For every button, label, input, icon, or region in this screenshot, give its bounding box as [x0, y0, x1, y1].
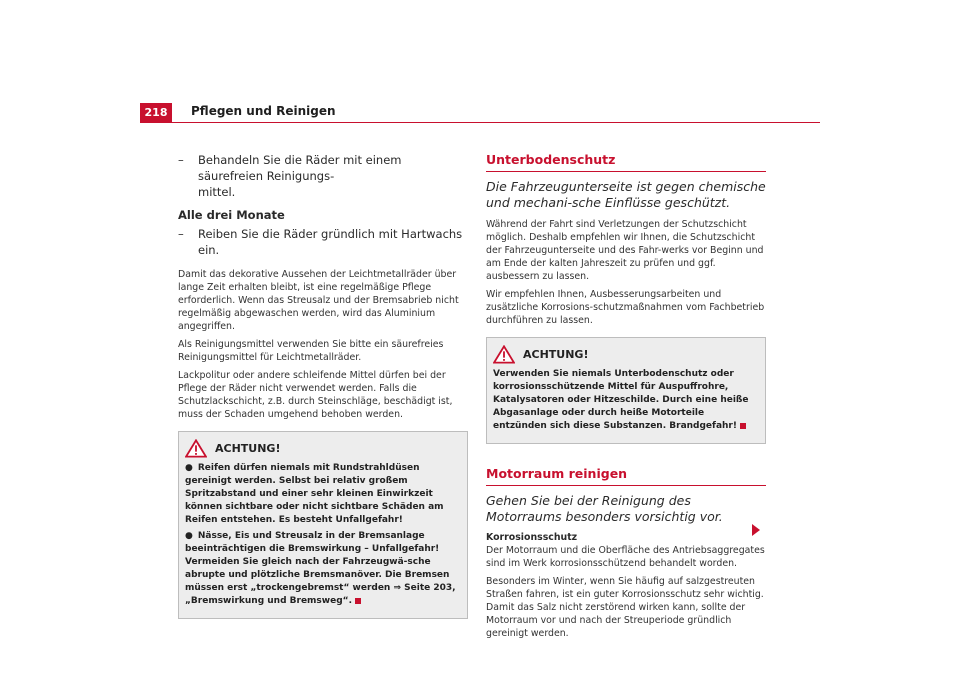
- dash-marker: –: [178, 227, 184, 241]
- warning-text-content: Verwenden Sie niemals Unterbodenschutz oder korrosionsschützende Mittel für Auspuffrohre, Katalysatoren oder Hitzeschilde. Durch eine heiße Abgasanlage oder durch heiße Motorteile entzünden sich diese Substanzen. Brandgefahr!: [493, 369, 749, 431]
- next-page-arrow-icon[interactable]: [752, 524, 760, 536]
- warning-text: [493, 368, 759, 433]
- section-intro: Die Fahrzeugunterseite ist gegen chemische und mechani-sche Einflüsse geschützt.: [486, 179, 766, 210]
- paragraph: Während der Fahrt sind Verletzungen der Schutzschicht möglich. Deshalb empfehlen wir Ihnen, die Schutzschicht der Fahrzeugunterseite und des Fahr-werks vor Beginn und am Ende der kalten Jahreszeit zu prüfen und ggf. ausbessern zu lassen.: [486, 219, 764, 282]
- bullet-dot: ●: [185, 463, 193, 473]
- subheading-corrosion: Korrosionsschutz: [486, 532, 578, 543]
- warning-body: [179, 462, 467, 618]
- bullet-item: [178, 152, 468, 200]
- warning-box: [178, 431, 468, 619]
- page-number: 218: [140, 103, 172, 122]
- section-intro: Gehen Sie bei der Reinigung des Motorraums besonders vorsichtig vor.: [486, 493, 723, 524]
- warning-item-text: Nässe, Eis und Streusalz in der Bremsanlage beeinträchtigen die Bremswirkung – Unfallgefahr! Vermeiden Sie gleich nach der Fahrzeugwä-sche abrupte und plötzliche Bremsmanöver. Die Bremsen müssen erst „trockengebremst“ werden ⇒ Seite 203, „Bremswirkung und Bremsweg“.: [185, 531, 456, 606]
- warning-item: [185, 462, 461, 527]
- end-mark-icon: [355, 598, 361, 604]
- warning-triangle-icon: [493, 345, 515, 364]
- warning-title: ACHTUNG!: [523, 348, 589, 361]
- warning-triangle-icon: [185, 439, 207, 458]
- header-rule: [140, 122, 820, 123]
- warning-item-text: Reifen dürfen niemals mit Rundstrahldüsen gereinigt werden. Selbst bei relativ großem Spritzabstand und einer sehr kleinen Einwirkzeit können sichtbare oder nicht sichtbare Schäden am Reifen entstehen. Es besteht Unfallgefahr!: [185, 463, 444, 525]
- warning-body: [487, 368, 765, 443]
- paragraph: Lackpolitur oder andere schleifende Mittel dürfen bei der Pflege der Räder nicht verwendet werden. Falls die Schutzlackschicht, z.B. durch Steinschläge, beschädigt ist, muss der Schaden umgehend behoben werden.: [178, 370, 453, 420]
- paragraph: Wir empfehlen Ihnen, Ausbesserungsarbeiten und zusätzliche Korrosions-schutzmaßnahmen vom Fachbetrieb durchführen zu lassen.: [486, 289, 765, 326]
- end-mark-icon: [740, 423, 746, 429]
- warning-box: [486, 337, 766, 444]
- bullet-text-cont: mittel.: [198, 185, 236, 199]
- section-title-underbody: Unterbodenschutz: [486, 152, 766, 172]
- bullet-dot: ●: [185, 531, 193, 541]
- warning-title: ACHTUNG!: [215, 442, 281, 455]
- paragraph: Der Motorraum und die Oberfläche des Antriebsaggregates sind im Werk korrosionsschützend behandelt worden.: [486, 545, 765, 569]
- warning-item: [185, 530, 461, 608]
- bullet-text: Reiben Sie die Räder gründlich mit Hartwachs ein.: [198, 227, 463, 257]
- right-column: [486, 152, 766, 645]
- subheading-three-months: Alle drei Monate: [178, 208, 285, 222]
- bullet-text: Behandeln Sie die Räder mit einem säurefreien Reinigungs-: [198, 153, 402, 183]
- bullet-item: [178, 226, 468, 258]
- dash-marker: –: [178, 153, 184, 167]
- page-header-title: Pflegen und Reinigen: [191, 104, 336, 118]
- warning-header: [179, 432, 467, 462]
- paragraph: Als Reinigungsmittel verwenden Sie bitte ein säurefreies Reinigungsmittel für Leichtmetallräder.: [178, 339, 444, 363]
- paragraph: Damit das dekorative Aussehen der Leichtmetallräder über lange Zeit erhalten bleibt, ist eine regelmäßige Pflege erforderlich. Wenn das Streusalz und der Bremsabrieb nicht regelmäßig abgewaschen werden, wird das Aluminium angegriffen.: [178, 269, 459, 332]
- paragraph: Besonders im Winter, wenn Sie häufig auf salzgestreuten Straßen fahren, ist ein guter Korrosionsschutz sehr wichtig. Damit das Salz nicht zerstörend wirken kann, sollte der Motorraum vor und nach der Streuperiode gründlich gereinigt werden.: [486, 576, 764, 639]
- left-column: [178, 152, 468, 619]
- section-title-engine-bay: Motorraum reinigen: [486, 466, 766, 486]
- warning-header: [487, 338, 765, 368]
